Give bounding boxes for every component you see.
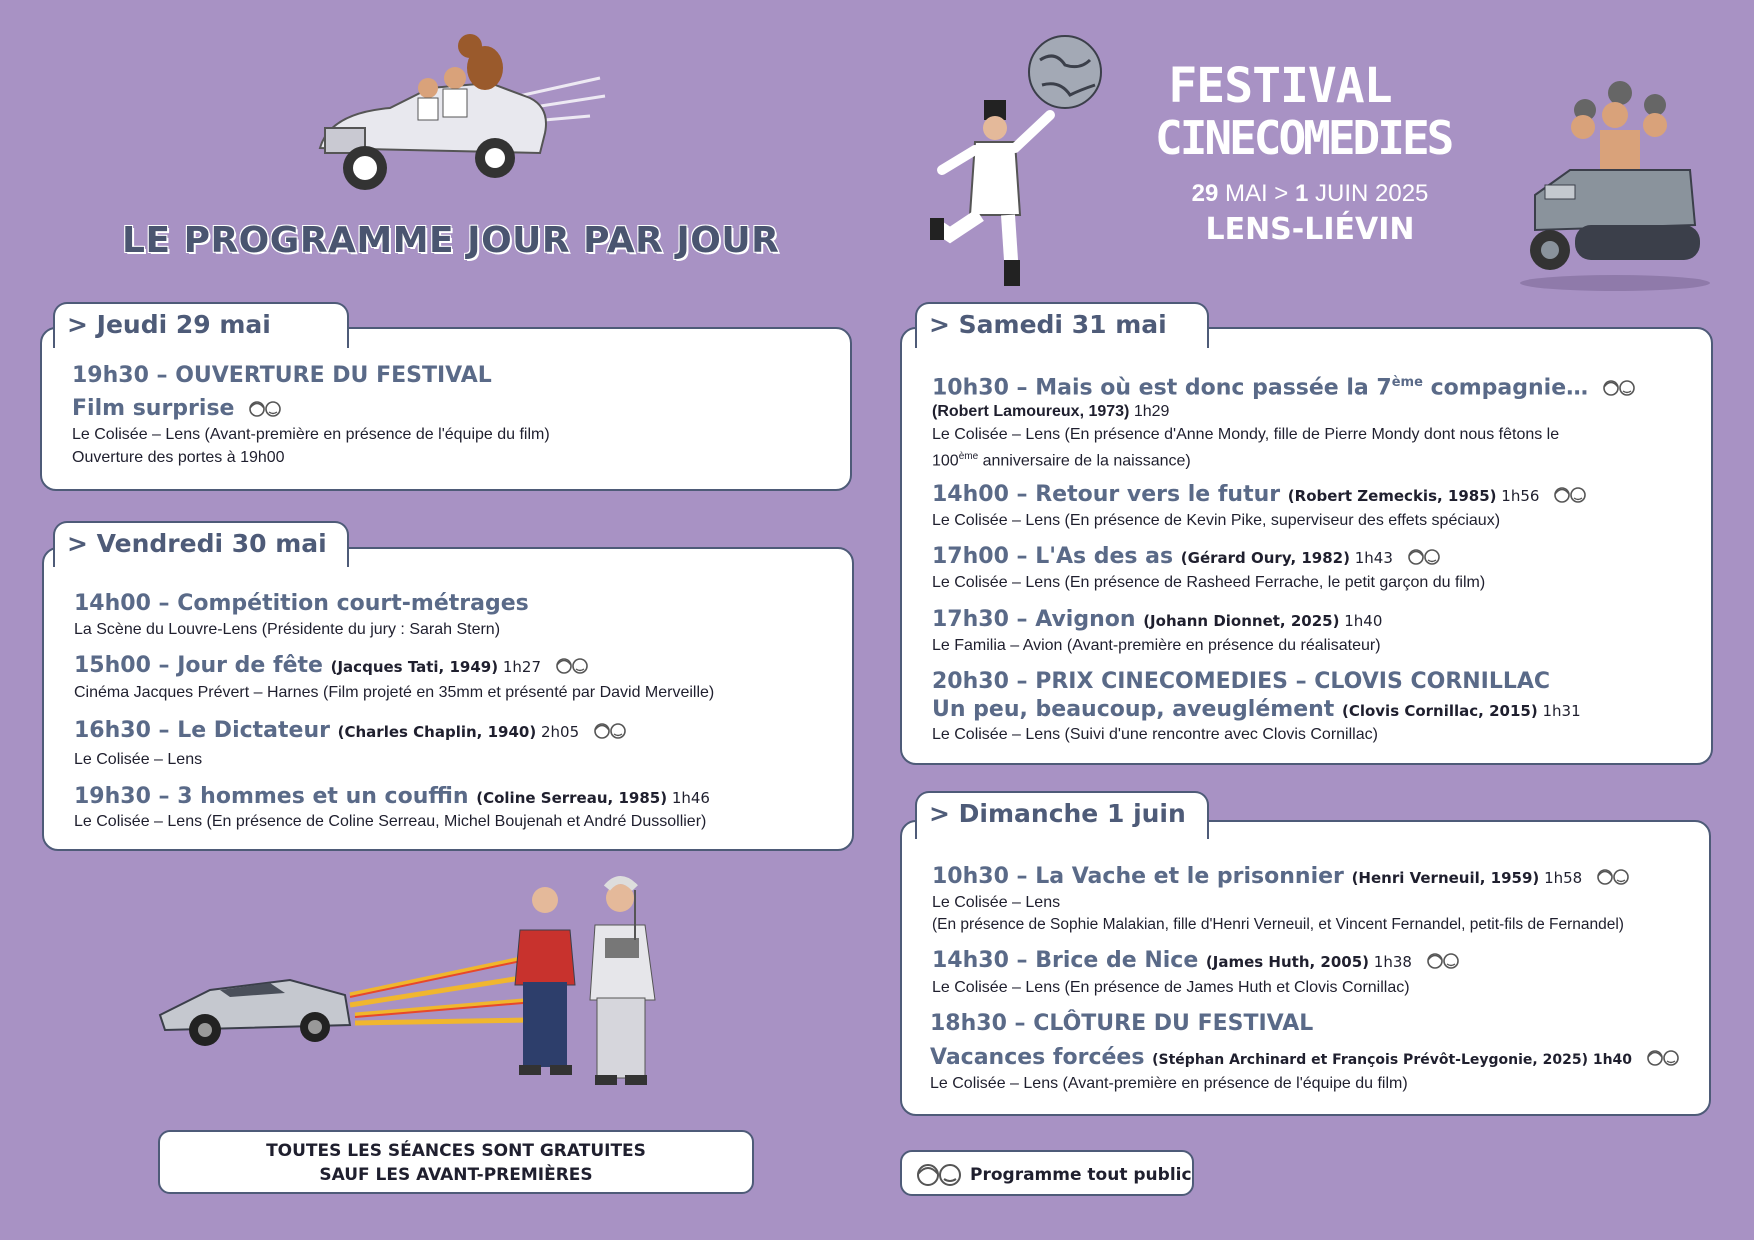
festival-logo-line2: CINECOMEDIES xyxy=(1155,111,1452,165)
vendredi-event1-venue: La Scène du Louvre-Lens (Présidente du jury : Sarah Stern) xyxy=(74,621,501,638)
samedi-event1-note: 100ème anniversaire de la naissance) xyxy=(932,451,1191,470)
audience-legend xyxy=(900,1150,1194,1196)
samedi-event3-title: 17h00 – L'As des as (Gérard Oury, 1982) 1h43 xyxy=(932,543,1441,572)
family-audience-icon xyxy=(916,1162,962,1188)
samedi-event3-venue: Le Colisée – Lens (En présence de Rasheed Ferrache, le petit garçon du film) xyxy=(932,574,1486,591)
halftrack-illustration xyxy=(1515,75,1715,300)
family-audience-icon xyxy=(1407,547,1441,567)
family-audience-icon xyxy=(555,656,589,676)
free-screenings-notice xyxy=(158,1130,754,1194)
family-audience-icon xyxy=(1602,378,1636,398)
samedi-event5-venue: Le Colisée – Lens (Suivi d'une rencontre avec Clovis Cornillac) xyxy=(932,726,1378,743)
samedi-event2-title: 14h00 – Retour vers le futur (Robert Zemeckis, 1985) 1h56 xyxy=(932,481,1587,510)
delorean-illustration xyxy=(150,945,540,1055)
samedi-event4-title: 17h30 – Avignon (Johann Dionnet, 2025) 1h40 xyxy=(932,607,1383,632)
marty-doc-illustration xyxy=(505,870,705,1100)
jeudi-event1-film: Film surprise xyxy=(72,395,282,423)
samedi-event1-title: 10h30 – Mais où est donc passée la 7ème compagnie… xyxy=(932,369,1636,402)
jeudi-event1-title: 19h30 – OUVERTURE DU FESTIVAL xyxy=(72,363,492,388)
dimanche-event3-film: Vacances forcées (Stéphan Archinard et François Prévôt-Leygonie, 2025) 1h40 xyxy=(930,1044,1680,1074)
samedi-tab: > Samedi 31 mai xyxy=(915,302,1209,348)
festival-dates: 29 MAI > 1 JUIN 2025 xyxy=(1191,180,1429,207)
vendredi-event2-venue: Cinéma Jacques Prévert – Harnes (Film projeté en 35mm et présenté par David Merveille) xyxy=(74,684,715,701)
vendredi-event3-title: 16h30 – Le Dictateur (Charles Chaplin, 1940) 2h05 xyxy=(74,717,627,746)
vendredi-event3-venue: Le Colisée – Lens xyxy=(74,751,203,768)
dimanche-event3-title: 18h30 – CLÔTURE DU FESTIVAL xyxy=(930,1011,1314,1036)
samedi-event4-venue: Le Familia – Avion (Avant-première en présence du réalisateur) xyxy=(932,637,1381,654)
jeudi-event1-doors: Ouverture des portes à 19h00 xyxy=(72,449,285,466)
family-audience-icon xyxy=(248,399,282,419)
vendredi-tab: > Vendredi 30 mai xyxy=(53,521,349,567)
dimanche-event2-title: 14h30 – Brice de Nice (James Huth, 2005) 1h38 xyxy=(932,947,1460,976)
page-title: LE PROGRAMME JOUR PAR JOUR xyxy=(122,220,780,261)
samedi-event5-film: Un peu, beaucoup, aveuglément (Clovis Cornillac, 2015) 1h31 xyxy=(932,697,1581,722)
dimanche-event1-title: 10h30 – La Vache et le prisonnier (Henri Verneuil, 1959) 1h58 xyxy=(932,863,1630,892)
dimanche-event2-venue: Le Colisée – Lens (En présence de James Huth et Clovis Cornillac) xyxy=(932,979,1410,996)
vendredi-event1-title: 14h00 – Compétition court-métrages xyxy=(74,591,529,616)
family-audience-icon xyxy=(593,721,627,741)
free-notice-line1: TOUTES LES SÉANCES SONT GRATUITES xyxy=(266,1141,646,1161)
samedi-event5-title: 20h30 – PRIX CINECOMEDIES – CLOVIS CORNILLAC xyxy=(932,669,1551,694)
vendredi-event4-title: 19h30 – 3 hommes et un couffin (Coline Serreau, 1985) 1h46 xyxy=(74,784,710,809)
samedi-event1-venue: Le Colisée – Lens (En présence d'Anne Mondy, fille de Pierre Mondy dont nous fêtons le xyxy=(932,426,1560,443)
dimanche-event3-venue: Le Colisée – Lens (Avant-première en présence de l'équipe du film) xyxy=(930,1075,1408,1092)
family-audience-icon xyxy=(1553,485,1587,505)
vendredi-event2-title: 15h00 – Jour de fête (Jacques Tati, 1949) 1h27 xyxy=(74,652,589,681)
vintage-car-illustration xyxy=(300,28,610,198)
family-audience-icon xyxy=(1426,951,1460,971)
vendredi-event4-venue: Le Colisée – Lens (En présence de Coline Serreau, Michel Boujenah et André Dussollier) xyxy=(74,813,707,830)
globe-juggler-illustration xyxy=(930,30,1110,290)
family-audience-icon xyxy=(1596,867,1630,887)
dimanche-event1-venue: Le Colisée – Lens xyxy=(932,894,1061,911)
festival-logo-line1: FESTIVAL xyxy=(1168,58,1392,114)
jeudi-event1-venue: Le Colisée – Lens (Avant-première en présence de l'équipe du film) xyxy=(72,426,550,443)
dimanche-tab: > Dimanche 1 juin xyxy=(915,791,1209,839)
family-audience-icon xyxy=(1646,1048,1680,1068)
jeudi-tab: > Jeudi 29 mai xyxy=(53,302,349,348)
festival-city: LENS-LIÉVIN xyxy=(1205,212,1415,247)
samedi-event1-meta: (Robert Lamoureux, 1973) 1h29 xyxy=(932,403,1170,420)
samedi-event2-venue: Le Colisée – Lens (En présence de Kevin Pike, superviseur des effets spéciaux) xyxy=(932,512,1501,529)
legend-label: Programme tout public xyxy=(970,1165,1192,1185)
free-notice-line2: SAUF LES AVANT-PREMIÈRES xyxy=(319,1165,593,1185)
dimanche-event1-note: (En présence de Sophie Malakian, fille d'Henri Verneuil, et Vincent Fernandel, petit-fils de Fernandel) xyxy=(932,916,1624,933)
